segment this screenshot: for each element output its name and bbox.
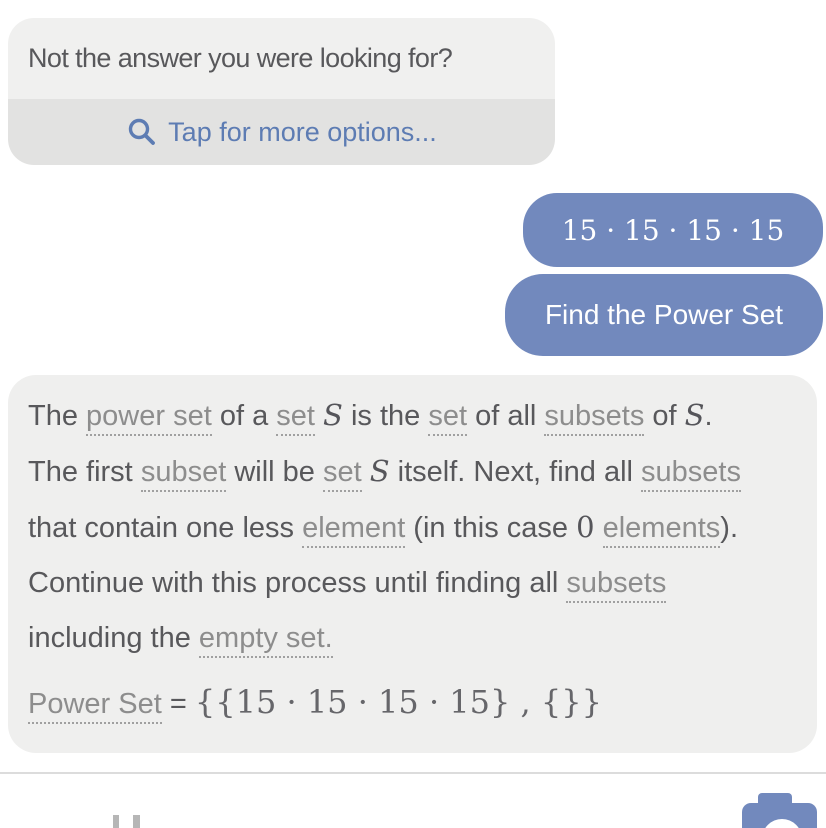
prompt-question-text: Not the answer you were looking for?: [28, 43, 453, 73]
glossary-link[interactable]: empty set.: [199, 620, 333, 658]
search-icon: [126, 116, 158, 148]
prompt-question-row: [8, 18, 555, 99]
answer-text: that contain one less: [28, 512, 303, 544]
answer-text: of: [644, 400, 685, 432]
glossary-link[interactable]: subsets: [566, 565, 666, 603]
glossary-link[interactable]: Power Set: [28, 686, 162, 724]
glossary-link[interactable]: set: [323, 454, 362, 492]
math-text: 0: [576, 510, 595, 544]
user-bubble-expression: [523, 193, 823, 267]
answer-text: of a: [211, 400, 277, 432]
answer-line: [28, 672, 797, 734]
footer-divider: [0, 772, 826, 774]
answer-text: including the: [28, 622, 199, 654]
answer-text: (in this case: [405, 512, 577, 544]
input-glyph-partial: [113, 815, 119, 828]
answer-text: [362, 456, 370, 488]
answer-text: will be: [226, 456, 323, 488]
glossary-link[interactable]: power set: [86, 398, 212, 436]
expression-text: 15 · 15 · 15 · 15: [561, 213, 785, 247]
command-text: Find the Power Set: [544, 299, 784, 330]
user-bubble-command: [505, 274, 823, 356]
math-variable: S: [369, 454, 390, 488]
glossary-link[interactable]: subsets: [544, 398, 644, 436]
math-variable: S: [323, 398, 343, 432]
bot-bubble-prompt: [8, 18, 555, 165]
answer-line: [28, 500, 797, 556]
more-options-label: Tap for more options...: [168, 116, 437, 147]
glossary-link[interactable]: subset: [141, 454, 226, 492]
answer-line: [28, 611, 797, 666]
answer-text: of all: [467, 400, 545, 432]
answer-text: [315, 400, 323, 432]
answer-line: [28, 556, 797, 611]
answer-line: [28, 444, 797, 500]
answer-text: .: [704, 400, 713, 432]
glossary-link[interactable]: elements: [603, 510, 721, 548]
input-glyph-partial: [133, 815, 140, 828]
answer-text: =: [161, 688, 195, 720]
camera-button[interactable]: [741, 791, 819, 828]
math-variable: S: [684, 398, 705, 432]
math-expression: {{15 · 15 · 15 · 15} , {}}: [194, 683, 602, 721]
camera-icon: [741, 791, 819, 828]
more-options-button[interactable]: [8, 99, 555, 165]
answer-line: [28, 388, 797, 444]
bot-bubble-answer: [8, 375, 817, 753]
glossary-link[interactable]: element: [302, 510, 405, 548]
answer-lines: [28, 388, 797, 734]
answer-text: Continue with this process until finding all: [28, 567, 567, 599]
answer-text: The first: [28, 456, 141, 488]
answer-text: ).: [720, 512, 738, 544]
glossary-link[interactable]: set: [428, 398, 467, 436]
glossary-link[interactable]: subsets: [641, 454, 741, 492]
answer-text: [595, 512, 603, 544]
answer-text: itself. Next, find all: [389, 456, 642, 488]
answer-text: is the: [342, 400, 429, 432]
glossary-link[interactable]: set: [276, 398, 315, 436]
answer-text: The: [28, 400, 87, 432]
